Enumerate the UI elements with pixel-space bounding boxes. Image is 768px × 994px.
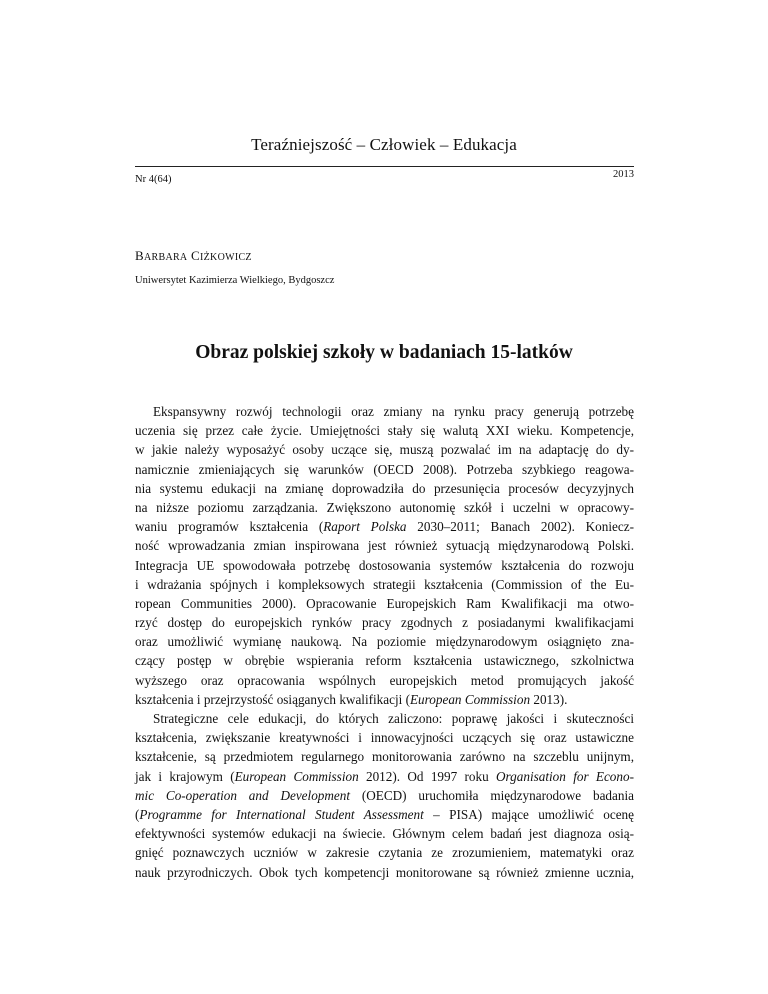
body-line: waniu programów kształcenia (Raport Polska 2030–2011; Banach 2002). Koniecz- — [135, 519, 634, 535]
body-line: rzyć dostęp do europejskich rynków pracy zgodnych z posiadanymi kwalifikacjami — [135, 615, 634, 631]
body-line: na niższe poziomu zarządzania. Zwiększono autonomię szkół i uczelni w opracowy- — [135, 499, 634, 515]
body-line: i wdrażania spójnych i kompleksowych strategii kształcenia (Commission of the Eu- — [135, 576, 634, 592]
body-line: uczenia się przez całe życie. Umiejętności stały się walutą XXI wieku. Kompetencje, — [135, 423, 634, 439]
body-line: Ekspansywny rozwój technologii oraz zmiany na rynku pracy generują potrzebę — [153, 404, 634, 419]
body-line: czący postęp w obrębie wspierania reform kształcenia ustawicznego, szkolnictwa — [135, 653, 634, 669]
body-line: kształcenia i przejrzystość osiąganych kwalifikacji (European Commission 2013). — [135, 691, 568, 707]
journal-meta-row — [135, 166, 634, 187]
publication-year: 2013 — [613, 169, 634, 180]
body-line: Integracja UE spowodowała potrzebę dostosowania systemów kształcenia do rozwoju — [135, 557, 634, 573]
body-line: gnięć poznawczych uczniów w zakresie czytania ze zrozumieniem, matematyki oraz — [135, 845, 634, 861]
author-affiliation: Uniwersytet Kazimierza Wielkiego, Bydgoszcz — [135, 275, 335, 286]
body-line: oraz umożliwić wymianę naukową. Na poziomie międzynarodowym osiągnięto zna- — [135, 634, 634, 650]
body-line: nia systemu edukacji na zmianę doprowadziła do przesunięcia procesów decyzyjnych — [135, 480, 634, 496]
body-line: nauk przyrodniczych. Obok tych kompetencji monitorowane są również zmienne ucznia, — [135, 864, 634, 880]
body-line: ność wprowadzania zmian inspirowana jest również sytuacją międzynarodową Polski. — [135, 538, 634, 554]
body-line: namicznie zmieniających się warunków (OECD 2008). Potrzeba szybkiego reagowa- — [135, 461, 634, 477]
body-line: wyższego oraz opracowania wspólnych europejskich metod promujących jakość — [135, 672, 634, 688]
article-title: Obraz polskiej szkoły w badaniach 15-latków — [195, 342, 573, 363]
journal-title: Teraźniejszość – Człowiek – Edukacja — [251, 135, 517, 154]
body-line: efektywności systemów edukacji na świecie. Głównym celem badań jest diagnoza osią- — [135, 826, 634, 842]
body-line: Strategiczne cele edukacji, do których zaliczono: poprawę jakości i skuteczności — [153, 711, 634, 726]
body-line: w jakie należy wyposażyć osoby uczące się, muszą pozwalać im na adaptację do dy- — [135, 442, 634, 458]
body-line: kształcenie, są przedmiotem regularnego monitorowania zarówno na szczeblu unijnym, — [135, 749, 634, 765]
body-line: kształcenia, zwiększanie kreatywności i innowacyjności uczących się oraz ustawiczne — [135, 730, 634, 746]
body-line: (Programme for International Student Assessment – PISA) mające umożliwić ocenę — [135, 806, 634, 822]
body-line: mic Co-operation and Development (OECD) uruchomiła międzynarodowe badania — [135, 787, 634, 803]
issue-number: Nr 4(64) — [135, 174, 172, 185]
article-body — [135, 402, 634, 882]
body-line: ropean Communities 2000). Opracowanie Europejskich Ram Kwalifikacji ma otwo- — [135, 595, 634, 611]
body-line: jak i krajowym (European Commission 2012). Od 1997 roku Organisation for Econo- — [135, 768, 634, 784]
author-name: BARBARA CIŻKOWICZ — [135, 248, 252, 263]
